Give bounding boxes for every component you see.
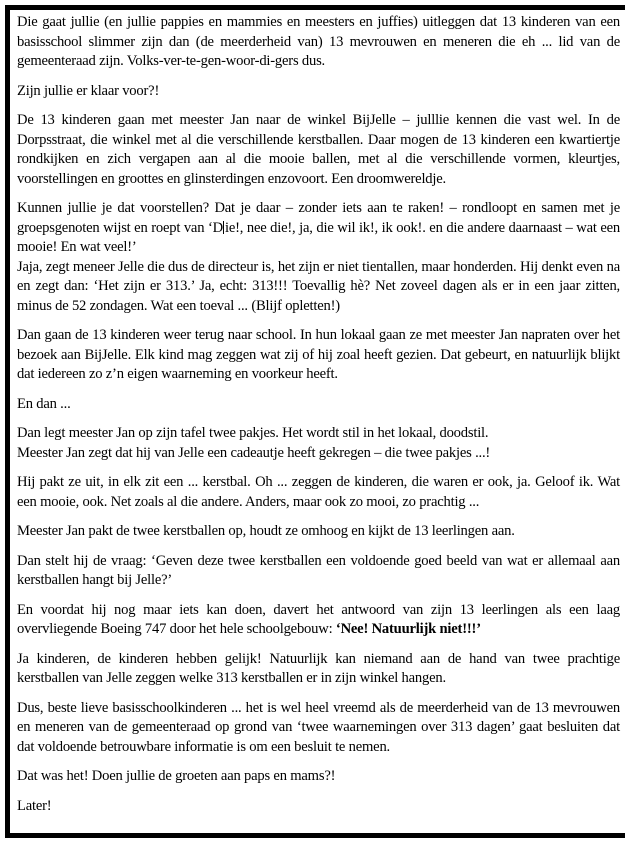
paragraph-p8: Hij pakt ze uit, in elk zit een ... kerstbal. Oh ... zeggen de kinderen, die waren er ook, ja. Geloof ik. Wat een mooie, ook. Net zoals al die andere. Anders, maar ook zo mooi, zo prachtig ... (17, 474, 620, 510)
paragraph-p14: Dat was het! Doen jullie de groeten aan paps en mams?! (17, 768, 336, 784)
text-cursor (223, 221, 224, 234)
document-body (17, 13, 620, 816)
paragraph-p3: De 13 kinderen gaan met meester Jan naar de winkel BijJelle – julllie kennen die vast wel. In de Dorpsstraat, die winkel met al die verschillende kerstballen. Daar mogen de 13 kinderen een kwartiertje rondkijken en zich vergapen aan al die mooie ballen, met al die verschillende vormen, kleurtjes, voorstellingen en groottes en glinsterdingen enzovoort. Een droomwereldje. (17, 112, 620, 187)
paragraph-p2: Zijn jullie er klaar voor?! (17, 82, 160, 99)
paragraph-p9: Meester Jan pakt de twee kerstballen op, houdt ze omhoog en kijkt de 13 leerlingen aan. (17, 523, 515, 539)
paragraph-p5: Dan gaan de 13 kinderen weer terug naar school. In hun lokaal gaan ze met meester Jan napraten over het bezoek aan BijJelle. Elk kind mag zeggen wat zij of hij zoal heeft gezien. Dat gebeurt, en natuurlijk blijkt dat iedereen zo z’n eigen waarneming en voorkeur heeft. (17, 327, 620, 382)
paragraph-p13: Dus, beste lieve basisschoolkinderen ... het is wel heel vreemd als de meerderheid van de 13 mevrouwen en meneren van de gemeenteraad op grond van ‘twee waarnemingen over 313 dagen’ gaat besluiten dat dat voldoende betrouwbare informatie is om een besluit te nemen. (17, 699, 620, 755)
paragraph-p7: Dan legt meester Jan op zijn tafel twee pakjes. Het wordt stil in het lokaal, doodstil. Meester Jan zegt dat hij van Jelle een cadeautje heeft gekregen – die twee pakjes ...! (17, 425, 491, 461)
paragraph-p15: Later! (17, 797, 52, 814)
paragraph-p12: Ja kinderen, de kinderen hebben gelijk! Natuurlijk kan niemand aan de hand van twee prachtige kerstballen van Jelle zeggen welke 313 kerstballen er in zijn winkel hangen. (17, 650, 620, 686)
paragraph-p1: Die gaat jullie (en jullie pappies en mammies en meesters en juffies) uitleggen dat 13 kinderen van een basisschool slimmer zijn dan (de meerderheid van) 13 mevrouwen en meneren die eh ... lid van de gemeenteraad zijn. Volks-ver-te-gen-woor-di-gers dus. (17, 14, 620, 69)
document-page (5, 5, 625, 838)
paragraph-p11: En voordat hij nog maar iets kan doen, davert het antwoord van zijn 13 leerlingen als een laag overvliegende Boeing 747 door het hele schoolgebouw: ‘Nee! Natuurlijk niet!!!’ (17, 601, 620, 637)
paragraph-p4: Kunnen jullie je dat voorstellen? Dat je daar – zonder iets aan te raken! – rondloopt en samen met je groepsgenoten wijst en roept van ‘D ie!, nee die!, ja, die wil ik!, ik ook!. en die andere daarnaast – wat een mooie! En wat veel!’ Jaja, zegt meneer Jelle die dus de directeur is, het zijn er niet tientallen, maar honderden. Hij denkt even na en zegt dan: ‘Het zijn er 313.’ Ja, echt: 313!!! Toevallig hè? Net zoveel dagen als er in een jaar zitten, minus de 52 zondagen. Wat een toeval ... (Blijf opletten!) (17, 200, 620, 314)
bold-text: ‘Nee! Natuurlijk niet!!!’ (335, 621, 481, 637)
paragraph-p10: Dan stelt hij de vraag: ‘Geven deze twee kerstballen een voldoende goed beeld van wat er allemaal aan kerstballen hangt bij Jelle?’ (17, 552, 620, 588)
paragraph-p6: En dan ... (17, 395, 71, 412)
